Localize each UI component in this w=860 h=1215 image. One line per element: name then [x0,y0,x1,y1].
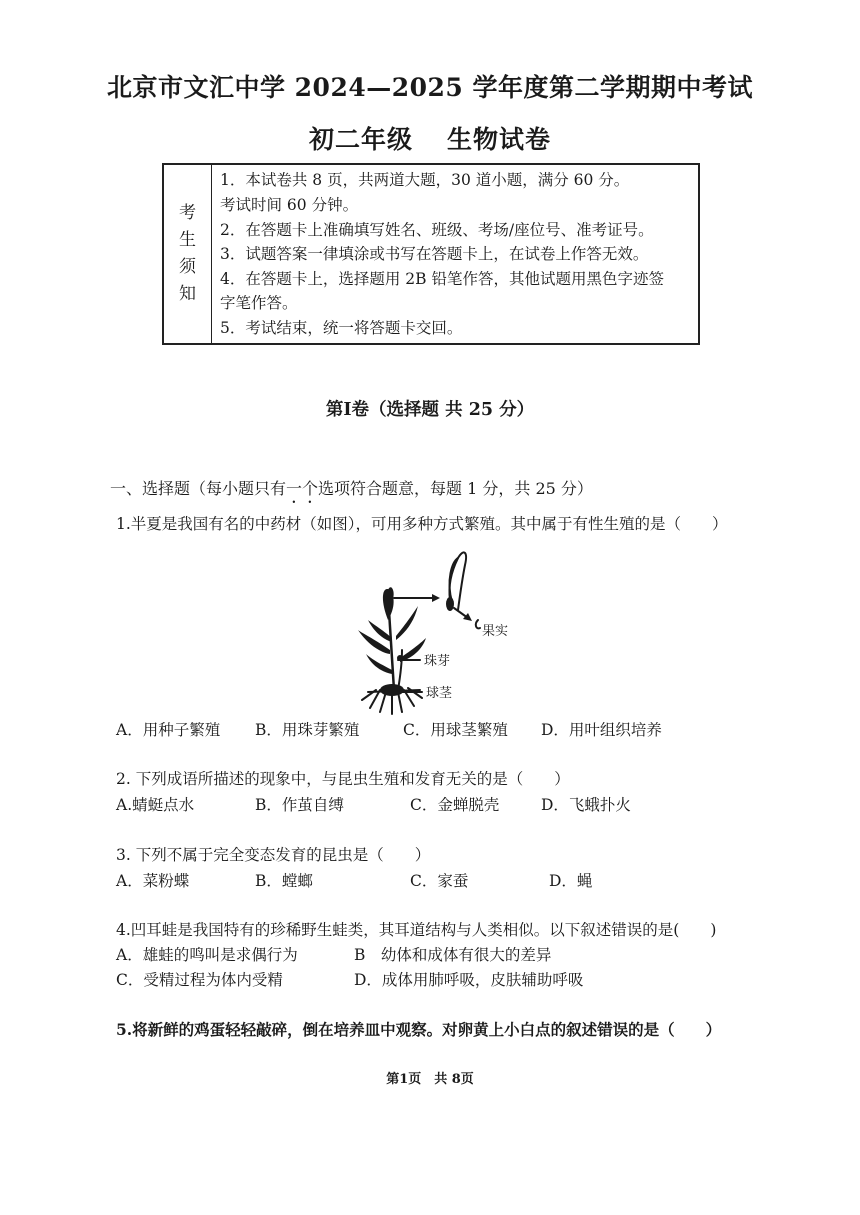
notice-label-char: 须 [179,257,196,277]
exam-subtitle [0,120,860,156]
notice-label-char: 知 [179,284,196,304]
grade-label: 初二年级 [308,125,413,154]
question-1-stem: 1.半夏是我国有名的中药材（如图），可用多种方式繁殖。其中属于有性生殖的是（ ） [116,515,728,533]
question-4-stem: 4.凹耳蛙是我国特有的珍稀野生蛙类，其耳道结构与人类相似。以下叙述错误的是( ) [116,921,717,939]
section-heading-emphasis: 一个 [286,479,319,498]
question-4-option-d: D．成体用肺呼吸，皮肤辅助呼吸 [354,971,584,989]
question-4-option-c: C．受精过程为体内受精 [116,971,283,989]
pinellia-plant-figure [340,540,560,720]
notice-label-char: 生 [179,230,196,250]
page-footer: 第1页 共 8页 [386,1072,474,1087]
section-heading-text: 选项符合题意，每题 1 分，共 25 分） [318,479,593,498]
figure-label-fruit: 果实 [482,624,509,639]
question-2-option-c: C．金蝉脱壳 [410,796,500,814]
question-2-option-d: D．飞蛾扑火 [541,796,631,814]
examinee-notice-box [162,163,700,345]
question-4-option-a: A．雄蛙的鸣叫是求偶行为 [116,946,298,964]
question-4-option-b: B 幼体和成体有很大的差异 [354,946,552,964]
subject-label: 生物试卷 [447,125,552,154]
figure-label-corm: 球茎 [426,686,453,701]
notice-line: 5．考试结束，统一将答题卡交回。 [220,318,463,337]
question-3-option-d: D．蝇 [549,872,593,890]
notice-line: 字笔作答。 [220,294,298,313]
notice-line: 3．试题答案一律填涂或书写在答题卡上，在试卷上作答无效。 [220,245,649,264]
question-1-option-b: B．用珠芽繁殖 [255,721,360,739]
section-heading [110,476,593,507]
notice-line: 2．在答题卡上准确填写姓名、班级、考场/座位号、准考证号。 [220,220,654,239]
exam-title: 北京市文汇中学 2024—2025 学年度第二学期期中考试 [106,73,754,102]
notice-line: 1．本试卷共 8 页，共两道大题，30 道小题，满分 60 分。 [220,171,630,190]
question-1-option-c: C．用球茎繁殖 [403,721,508,739]
figure-label-bulbil: 珠芽 [424,654,451,669]
question-2-option-b: B．作茧自缚 [255,796,344,814]
notice-line: 考试时间 60 分钟。 [220,196,359,215]
question-5-stem: 5.将新鲜的鸡蛋轻轻敲碎，倒在培养皿中观察。对卵黄上小白点的叙述错误的是（ ） [116,1020,722,1039]
question-3-option-b: B．螳螂 [255,872,313,890]
part-title: 第Ⅰ卷（选择题 共 25 分） [325,400,535,420]
question-3-stem: 3. 下列不属于完全变态发育的昆虫是（ ） [116,846,431,864]
question-3-option-a: A．菜粉蝶 [116,872,190,890]
question-2-option-a: A.蜻蜓点水 [116,796,195,814]
question-3-option-c: C．家蚕 [410,872,469,890]
question-1-option-d: D．用叶组织培养 [541,721,662,739]
question-1-option-a: A．用种子繁殖 [116,721,221,739]
question-2-stem: 2. 下列成语所描述的现象中，与昆虫生殖和发育无关的是（ ） [116,770,570,788]
section-heading-text: 一、选择题（每小题只有 [110,479,287,498]
notice-content [212,164,700,344]
notice-label [163,164,212,344]
notice-label-char: 考 [179,203,196,223]
notice-line: 4．在答题卡上，选择题用 2B 铅笔作答，其他试题用黑色字迹签 [220,269,664,288]
